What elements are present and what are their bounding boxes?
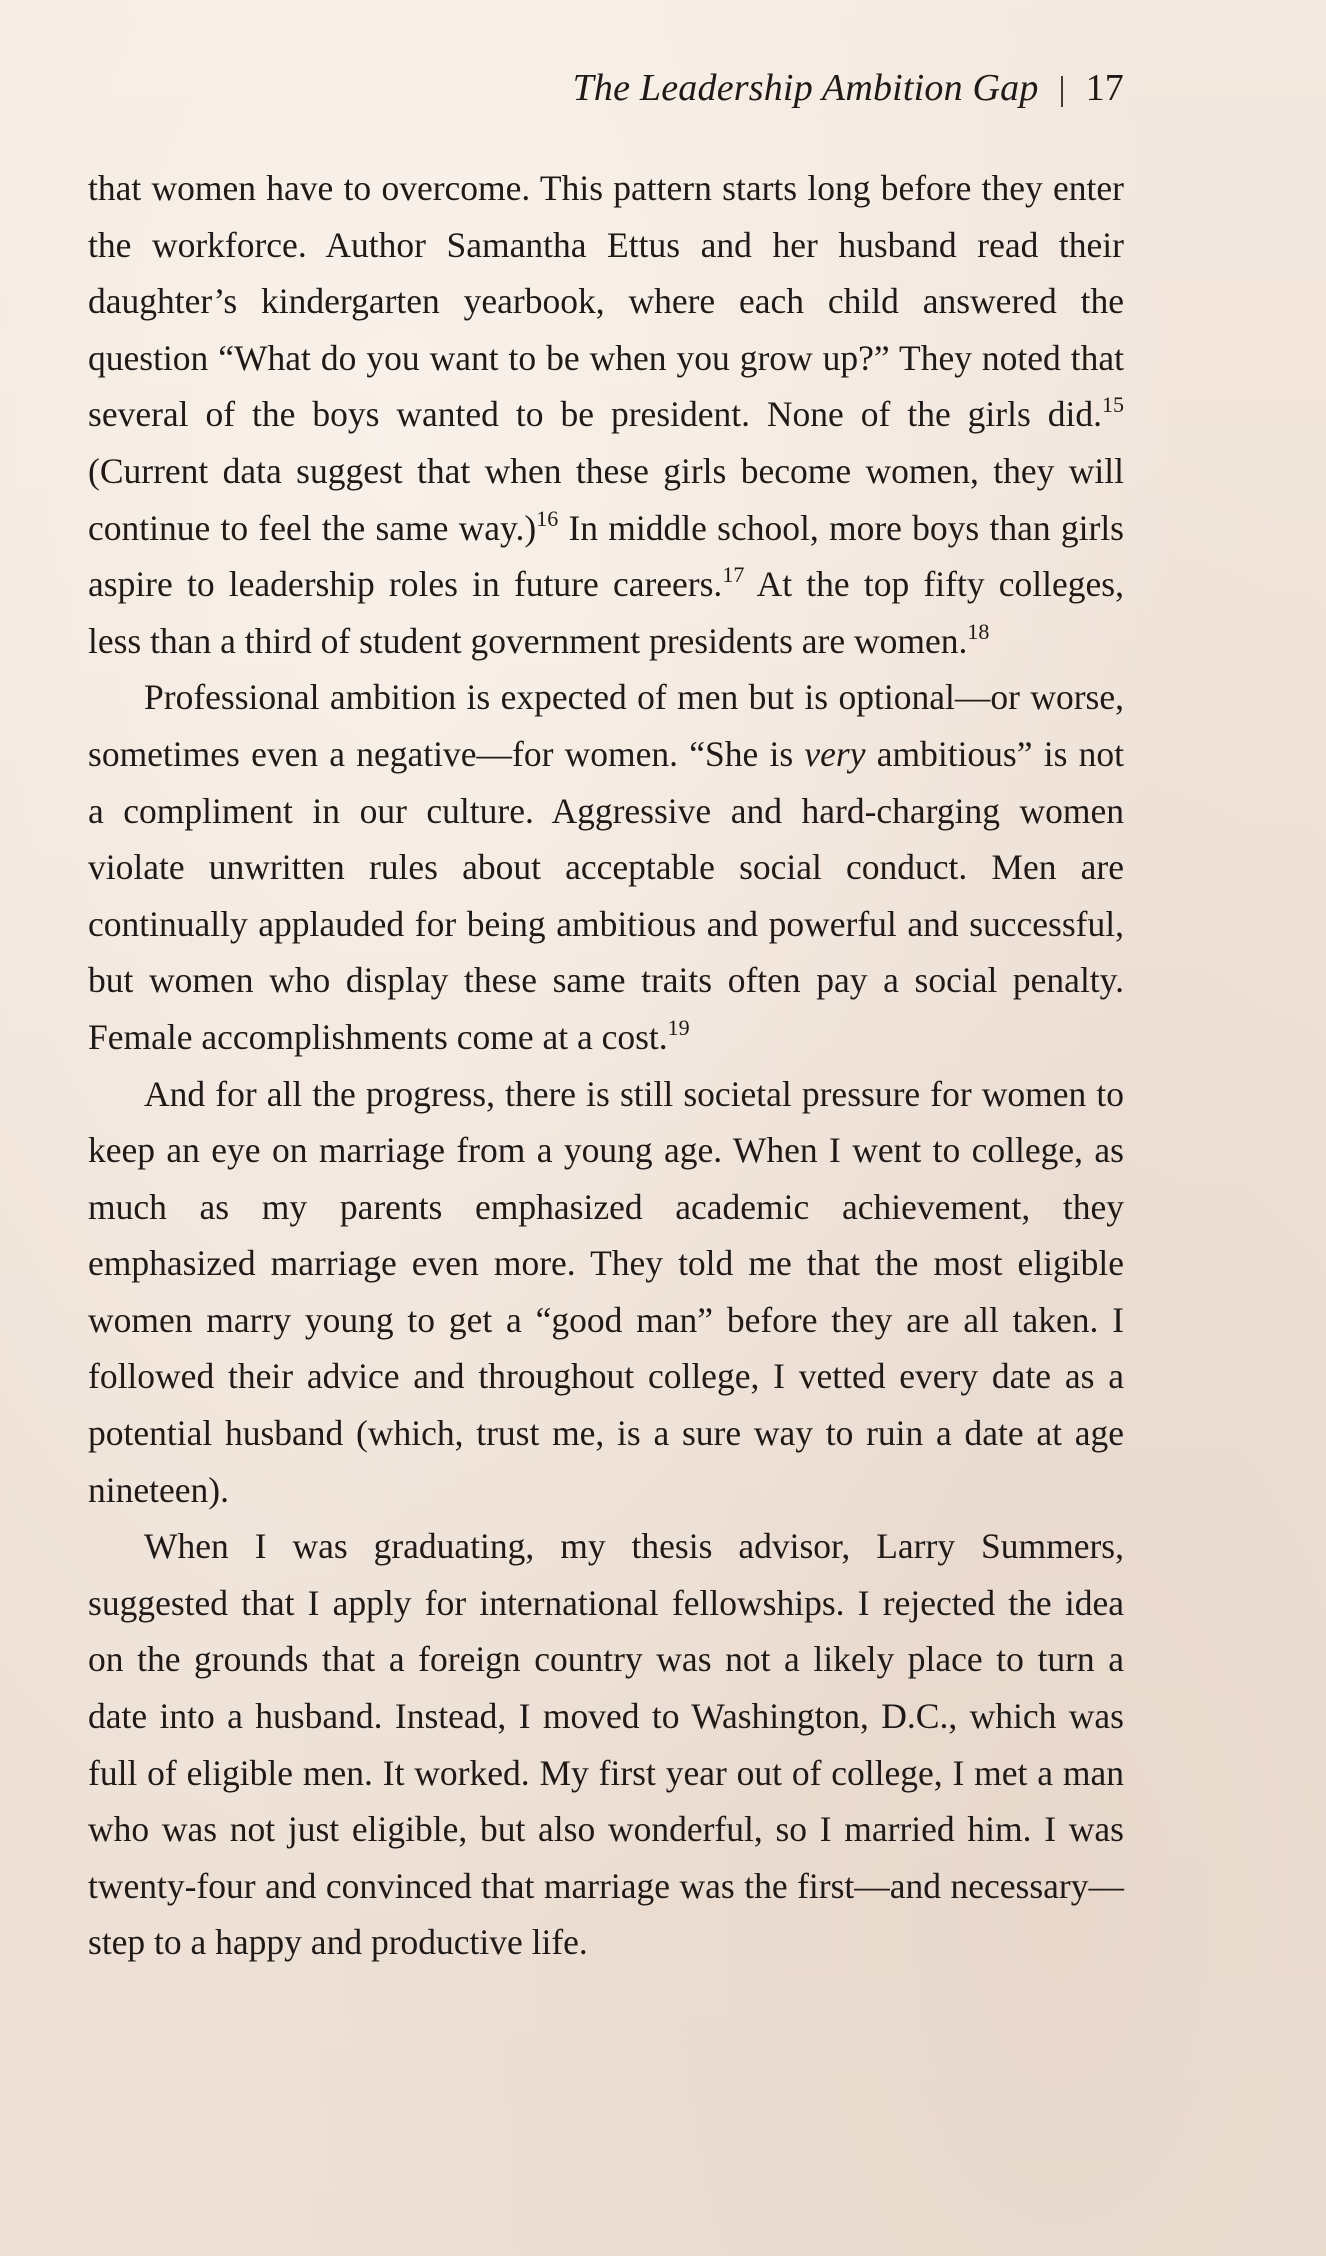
paragraph-1-text-c: In middle school, more boys than girls aspire to leadership roles in future careers. [88,507,1124,605]
footnote-ref-15: 15 [1102,392,1124,418]
running-head-title: The Leadership Ambition Gap [572,67,1039,109]
paragraph-1-text-d: At the top fifty colleges, less than a third of student government presidents are women. [88,564,1124,661]
footnote-ref-17: 17 [722,562,745,588]
paragraph-4-text: When I was graduating, my thesis advisor, Larry Summers, suggested that I apply for international fellowships. I rejected the idea on the grounds that a foreign country was not a likely place to turn a date into a husband. Instead, I moved to Washington, D.C., which was full of eligible men. It worked. My first year out of college, I met a man who was not just eligible, but also wonderful, so I married him. I was twenty-four and convinced that marriage was the first—and necessary—step to a happy and productive life. [88,1526,1124,1963]
running-head [573,66,1124,110]
paragraph-2-text-a: Professional ambition is expected of men but is optional—or worse, sometimes even a negative—for women. “She is [88,677,1124,774]
paragraph-1 [88,160,1124,669]
page-number: 17 [1085,67,1124,109]
body-text [88,160,1124,1971]
paragraph-3-text: And for all the progress, there is still societal pressure for women to keep an eye on marriage from a young age. When I went to college, as much as my parents emphasized academic achievement, they emphasized marriage even more. They told me that the most eligible women marry young to get a “good man” before they are all taken. I followed their advice and throughout college, I vetted every date as a potential husband (which, trust me, is a sure way to ruin a date at age nineteen). [88,1073,1124,1510]
paragraph-3 [88,1066,1124,1519]
footnote-ref-19: 19 [667,1014,690,1040]
footnote-ref-16: 16 [536,505,559,531]
paragraph-1-text-a: that women have to overcome. This pattern starts long before they enter the workforce. Author Samantha Ettus and her husband read their daughter’s kindergarten yearbook, where each child answered the question “What do you want to be when you grow up?” They noted that several of the boys wanted to be president. None of the girls did. [88,168,1124,435]
paragraph-1-text-b: (Current data suggest that when these girls become women, they will continue to feel the same way.) [88,450,1124,548]
paragraph-2 [88,669,1124,1065]
paragraph-2-emphasis: very [804,733,866,774]
paragraph-4 [88,1518,1124,1971]
footnote-ref-18: 18 [967,618,990,644]
running-head-separator: | [1058,71,1066,108]
paragraph-2-text-b: ambitious” is not a compliment in our culture. Aggressive and hard-charging women violate unwritten rules about acceptable social conduct. Men are continually applauded for being ambitious and powerful and successful, but women who display these same traits often pay a social penalty. Female accomplishments come at a cost. [88,733,1124,1057]
